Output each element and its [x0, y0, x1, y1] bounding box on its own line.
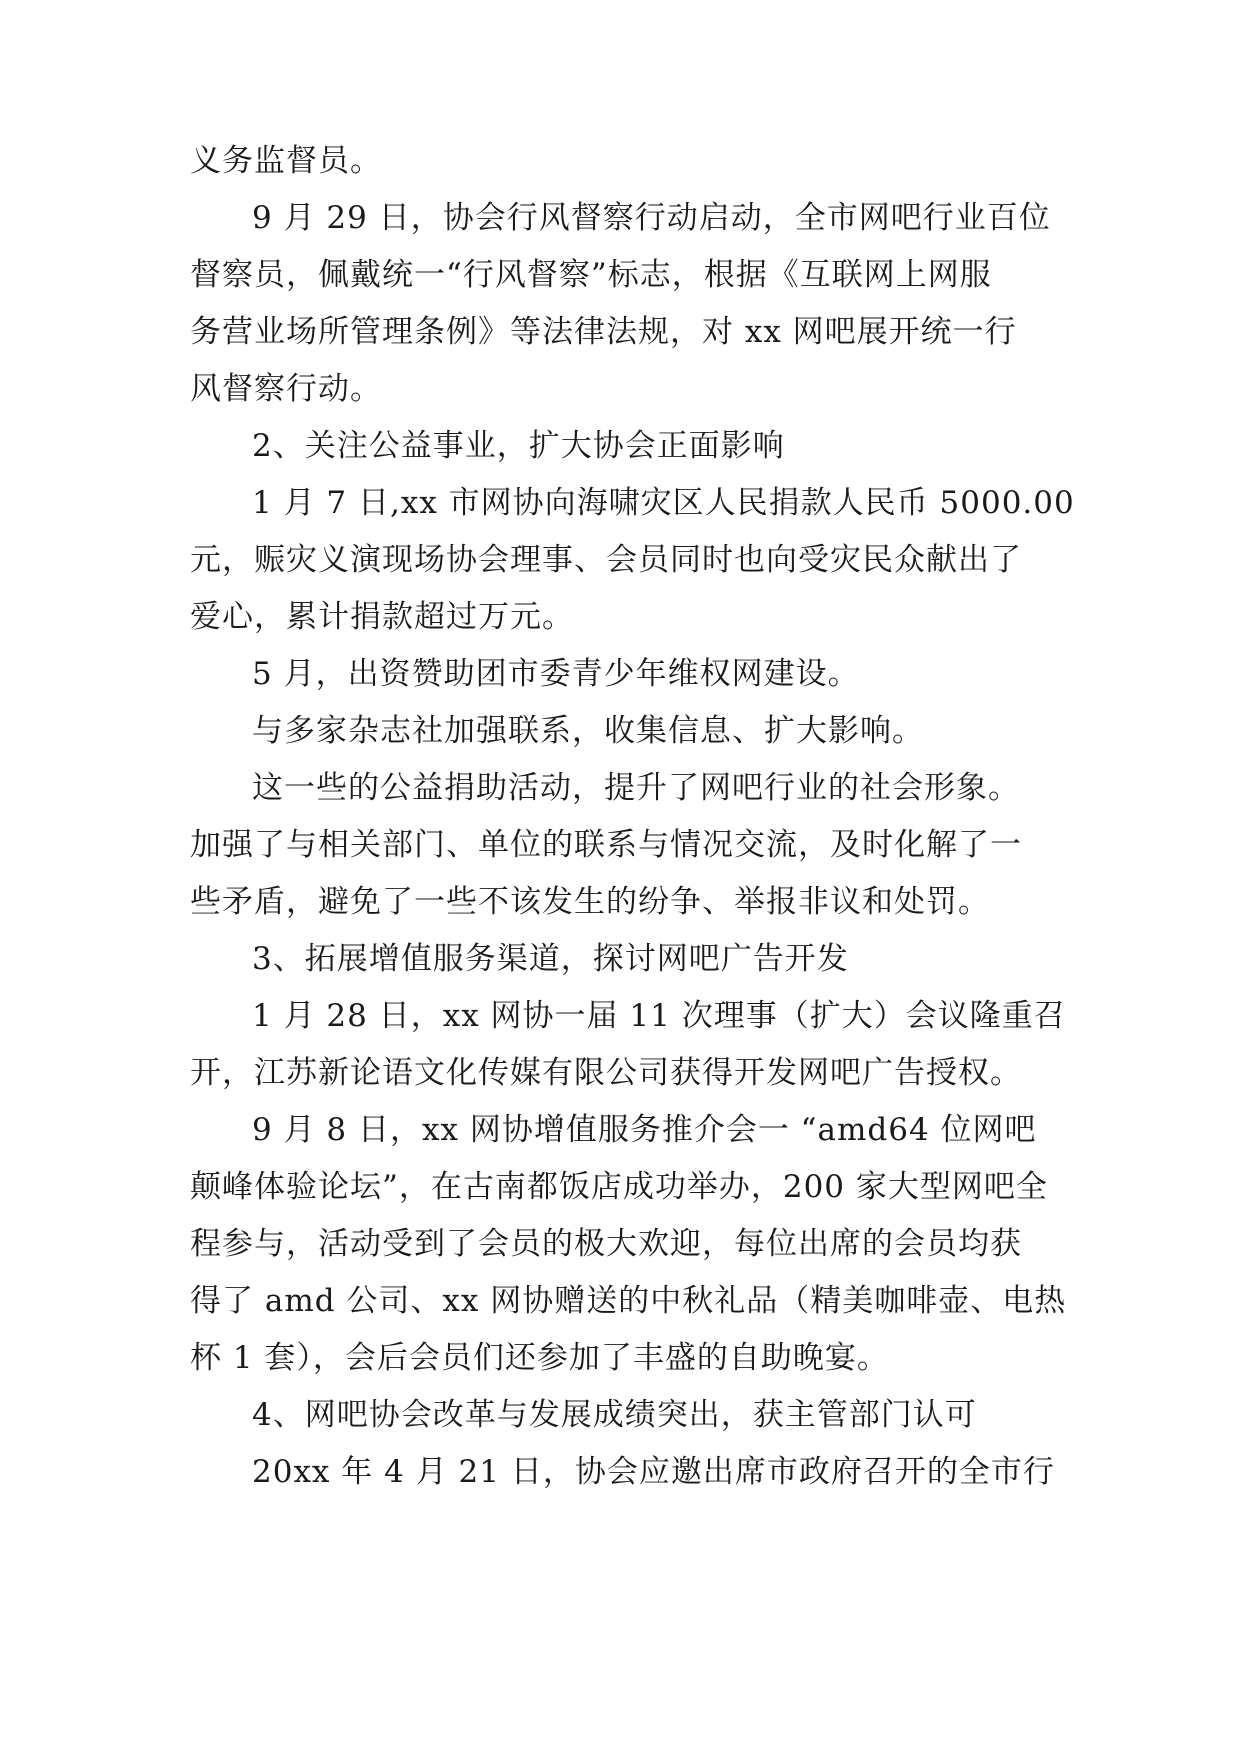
section-heading: 4、网吧协会改革与发展成绩突出，获主管部门认可 — [252, 1397, 977, 1433]
text-line: 风督察行动。 — [190, 371, 382, 407]
section-heading: 2、关注公益事业，扩大协会正面影响 — [252, 428, 785, 464]
text-line: 1 月 7 日,xx 市网协向海啸灾区人民捐款人民币 5000.00 — [252, 485, 1075, 521]
text-line: 元，赈灾义演现场协会理事、会员同时也向受灾民众献出了 — [190, 542, 1022, 578]
text-line: 义务监督员。 — [190, 143, 382, 179]
text-line: 务营业场所管理条例》等法律法规，对 xx 网吧展开统一行 — [190, 314, 1017, 350]
text-line: 开，江苏新论语文化传媒有限公司获得开发网吧广告授权。 — [190, 1055, 1022, 1091]
text-line: 加强了与相关部门、单位的联系与情况交流，及时化解了一 — [190, 827, 1022, 863]
text-line: 颠峰体验论坛”，在古南都饭店成功举办，200 家大型网吧全 — [190, 1169, 1048, 1205]
text-line: 些矛盾，避免了一些不该发生的纷争、举报非议和处罚。 — [190, 884, 990, 920]
text-line: 与多家杂志社加强联系，收集信息、扩大影响。 — [252, 713, 924, 749]
text-line: 1 月 28 日，xx 网协一届 11 次理事（扩大）会议隆重召 — [252, 998, 1066, 1034]
text-line: 9 月 8 日，xx 网协增值服务推介会一 “amd64 位网吧 — [252, 1112, 1037, 1148]
text-line: 杯 1 套），会后会员们还参加了丰盛的自助晚宴。 — [190, 1340, 889, 1376]
text-line: 得了 amd 公司、xx 网协赠送的中秋礼品（精美咖啡壶、电热 — [190, 1283, 1067, 1319]
section-heading: 3、拓展增值服务渠道，探讨网吧广告开发 — [252, 941, 849, 977]
text-line: 5 月，出资赞助团市委青少年维权网建设。 — [252, 656, 860, 692]
text-line: 程参与，活动受到了会员的极大欢迎，每位出席的会员均获 — [190, 1226, 1022, 1262]
text-line: 这一些的公益捐助活动，提升了网吧行业的社会形象。 — [252, 770, 1020, 806]
text-line: 9 月 29 日，协会行风督察行动启动，全市网吧行业百位 — [252, 200, 1051, 236]
text-line: 20xx 年 4 月 21 日，协会应邀出席市政府召开的全市行 — [252, 1454, 1055, 1490]
text-line: 爱心，累计捐款超过万元。 — [190, 599, 574, 635]
text-line: 督察员，佩戴统一“行风督察”标志，根据《互联网上网服 — [190, 257, 992, 293]
